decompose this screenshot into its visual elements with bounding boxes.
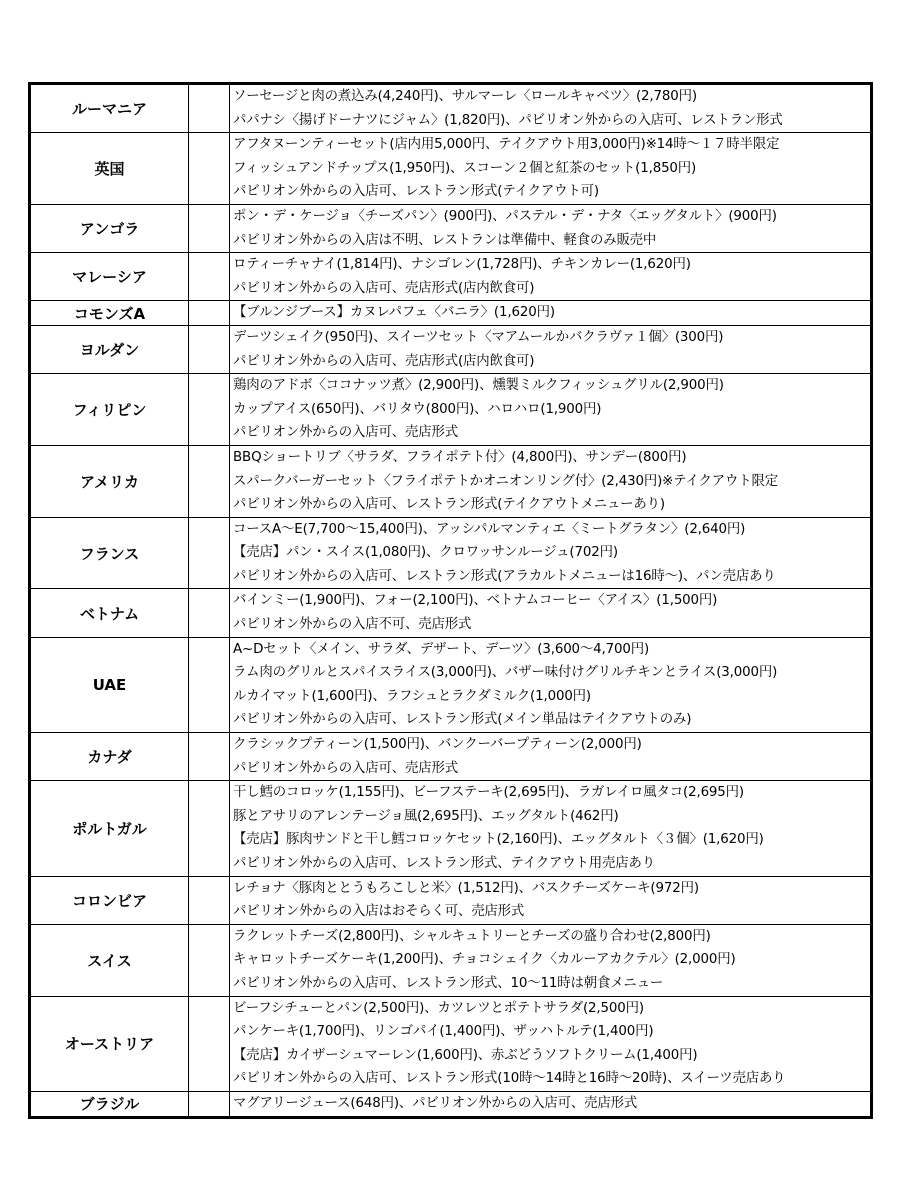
menu-line: パビリオン外からの入店は不明、レストランは準備中、軽食のみ販売中 <box>233 232 657 248</box>
country-name: オーストリア <box>30 996 189 1091</box>
empty-cell <box>189 325 230 373</box>
menu-line: ルカイマット(1,600円)、ラフシュとラクダミルク(1,000円) <box>233 688 591 704</box>
menu-line: フィッシュアンドチップス(1,950円)、スコーン２個と紅茶のセット(1,850円) <box>233 160 697 176</box>
table-row <box>30 876 872 924</box>
table-row <box>30 301 872 326</box>
table-row <box>30 996 872 1091</box>
table-row <box>30 1091 872 1117</box>
menu-details <box>230 733 872 781</box>
menu-details <box>230 924 872 996</box>
country-name: カナダ <box>30 733 189 781</box>
menu-line: パビリオン外からの入店可、売店形式(店内飲食可) <box>233 280 535 296</box>
country-name: ブラジル <box>30 1091 189 1117</box>
menu-line: コースA～E(7,700～15,400円)、アッシパルマンティエ〈ミートグラタン〉(2,640円) <box>233 521 746 537</box>
empty-cell <box>189 374 230 446</box>
menu-line: パビリオン外からの入店可、売店形式 <box>233 760 458 776</box>
menu-line: A~Dセット〈メイン、サラダ、デザート、デーツ〉(3,600～4,700円) <box>233 641 650 657</box>
empty-cell <box>189 876 230 924</box>
menu-details <box>230 204 872 252</box>
table-row <box>30 924 872 996</box>
menu-line: ロティーチャナイ(1,814円)、ナシゴレン(1,728円)、チキンカレー(1,620円) <box>233 257 691 273</box>
table-row <box>30 517 872 589</box>
country-name: ポルトガル <box>30 781 189 876</box>
table-row <box>30 204 872 252</box>
empty-cell <box>189 84 230 133</box>
menu-details <box>230 253 872 301</box>
country-name: フランス <box>30 517 189 589</box>
menu-line: パビリオン外からの入店はおそらく可、売店形式 <box>233 904 525 920</box>
menu-line: パビリオン外からの入店可、レストラン形式(テイクアウトメニューあり) <box>233 497 665 513</box>
menu-line: 鶏肉のアドボ〈ココナッツ煮〉(2,900円)、燻製ミルクフィッシュグリル(2,900円) <box>233 378 724 394</box>
menu-line: パパナシ〈揚げドーナツにジャム〉(1,820円)、パビリオン外からの入店可、レストラン形式 <box>233 112 783 128</box>
menu-line: ラム肉のグリルとスパイスライス(3,000円)、バザー味付けグリルチキンとライス(3,000円) <box>233 665 778 681</box>
menu-line: パビリオン外からの入店可、レストラン形式(メイン単品はテイクアウトのみ) <box>233 712 692 728</box>
menu-line: パビリオン外からの入店可、レストラン形式、テイクアウト用売店あり <box>233 856 655 871</box>
country-name: コロンビア <box>30 876 189 924</box>
empty-cell <box>189 445 230 517</box>
menu-line: 【売店】豚肉サンドと干し鱈コロッケセット(2,160円)、エッグタルト〈３個〉(1,620円) <box>233 832 764 848</box>
table-row <box>30 445 872 517</box>
country-name: 英国 <box>30 133 189 205</box>
menu-details <box>230 301 872 326</box>
menu-line: レチョナ〈豚肉ととうもろこしと米〉(1,512円)、バスクチーズケーキ(972円) <box>233 880 699 896</box>
menu-line: パビリオン外からの入店可、レストラン形式、10～11時は朝食メニュー <box>233 975 664 991</box>
menu-line: ラクレットチーズ(2,800円)、シャルキュトリーとチーズの盛り合わせ(2,800円) <box>233 928 711 944</box>
table-row <box>30 325 872 373</box>
menu-line: 【ブルンジブース】カヌレパフェ〈バニラ〉(1,620円) <box>233 305 555 321</box>
menu-details <box>230 1091 872 1117</box>
table-row <box>30 781 872 876</box>
empty-cell <box>189 301 230 326</box>
empty-cell <box>189 589 230 637</box>
country-name: アメリカ <box>30 445 189 517</box>
menu-line: パビリオン外からの入店可、売店形式 <box>233 425 458 441</box>
empty-cell <box>189 204 230 252</box>
empty-cell <box>189 253 230 301</box>
country-name: マレーシア <box>30 253 189 301</box>
menu-line: ポン・デ・ケージョ〈チーズパン〉(900円)、パステル・デ・ナタ〈エッグタルト〉(900円) <box>233 208 777 224</box>
menu-line: パビリオン外からの入店可、レストラン形式(アラカルトメニューは16時～)、パン売店あり <box>233 568 776 584</box>
country-name: ベトナム <box>30 589 189 637</box>
pavilion-menu-table <box>28 82 873 1119</box>
menu-details <box>230 445 872 517</box>
menu-line: スパークバーガーセット〈フライポテトかオニオンリング付〉(2,430円)※テイクアウト限定 <box>233 473 778 489</box>
table-row <box>30 374 872 446</box>
country-name: スイス <box>30 924 189 996</box>
empty-cell <box>189 1091 230 1117</box>
menu-line: ソーセージと肉の煮込み(4,240円)、サルマーレ〈ロールキャベツ〉(2,780円) <box>233 89 697 104</box>
menu-line: バインミー(1,900円)、フォー(2,100円)、ベトナムコーヒー〈アイス〉(1,500円) <box>233 593 718 609</box>
menu-line: 【売店】カイザーシュマーレン(1,600円)、赤ぶどうソフトクリーム(1,400円) <box>233 1047 698 1063</box>
menu-line: 豚とアサリのアレンテージョ風(2,695円)、エッグタルト(462円) <box>233 808 619 824</box>
menu-line: パンケーキ(1,700円)、リンゴパイ(1,400円)、ザッハトルテ(1,400円) <box>233 1024 654 1040</box>
empty-cell <box>189 996 230 1091</box>
menu-details <box>230 133 872 205</box>
table-row <box>30 84 872 133</box>
menu-details <box>230 876 872 924</box>
menu-line: 【売店】パン・スイス(1,080円)、クロワッサンルージュ(702円) <box>233 545 618 561</box>
menu-line: ビーフシチューとパン(2,500円)、カツレツとポテトサラダ(2,500円) <box>233 1000 644 1016</box>
menu-details <box>230 84 872 133</box>
table-row <box>30 733 872 781</box>
table-row <box>30 253 872 301</box>
menu-line: キャロットチーズケーキ(1,200円)、チョコシェイク〈カルーアカクテル〉(2,000円) <box>233 952 736 968</box>
menu-line: パビリオン外からの入店可、レストラン形式(10時～14時と16時～20時)、スイーツ売店あり <box>233 1071 786 1087</box>
country-name: UAE <box>30 637 189 732</box>
menu-line: アフタヌーンティーセット(店内用5,000円、テイクアウト用3,000円)※14時～１７時半限定 <box>233 137 780 153</box>
menu-line: 干し鱈のコロッケ(1,155円)、ビーフステーキ(2,695円)、ラガレイロ風タコ(2,695円) <box>233 785 744 801</box>
empty-cell <box>189 517 230 589</box>
country-name: コモンズA <box>30 301 189 326</box>
empty-cell <box>189 924 230 996</box>
menu-details <box>230 637 872 732</box>
menu-details <box>230 781 872 876</box>
menu-line: カップアイス(650円)、バリタウ(800円)、ハロハロ(1,900円) <box>233 401 602 417</box>
table-row <box>30 133 872 205</box>
empty-cell <box>189 733 230 781</box>
country-name: ヨルダン <box>30 325 189 373</box>
table-row <box>30 637 872 732</box>
menu-line: クラシックプティーン(1,500円)、バンクーバープティーン(2,000円) <box>233 737 642 753</box>
menu-details <box>230 325 872 373</box>
menu-details <box>230 374 872 446</box>
menu-table-body <box>30 84 872 1118</box>
menu-line: BBQショートリブ〈サラダ、フライポテト付〉(4,800円)、サンデー(800円) <box>233 449 687 465</box>
country-name: フィリピン <box>30 374 189 446</box>
menu-line: パビリオン外からの入店不可、売店形式 <box>233 617 472 633</box>
menu-line: パビリオン外からの入店可、レストラン形式(テイクアウト可) <box>233 184 599 200</box>
country-name: ルーマニア <box>30 84 189 133</box>
menu-line: マグアリージュース(648円)、パビリオン外からの入店可、売店形式 <box>233 1095 638 1111</box>
country-name: アンゴラ <box>30 204 189 252</box>
menu-details <box>230 517 872 589</box>
menu-line: デーツシェイク(950円)、スイーツセット〈マアムールかバクラヴァ１個〉(300円) <box>233 329 724 345</box>
menu-line: パビリオン外からの入店可、売店形式(店内飲食可) <box>233 353 535 369</box>
empty-cell <box>189 133 230 205</box>
table-row <box>30 589 872 637</box>
menu-details <box>230 589 872 637</box>
empty-cell <box>189 637 230 732</box>
menu-details <box>230 996 872 1091</box>
empty-cell <box>189 781 230 876</box>
